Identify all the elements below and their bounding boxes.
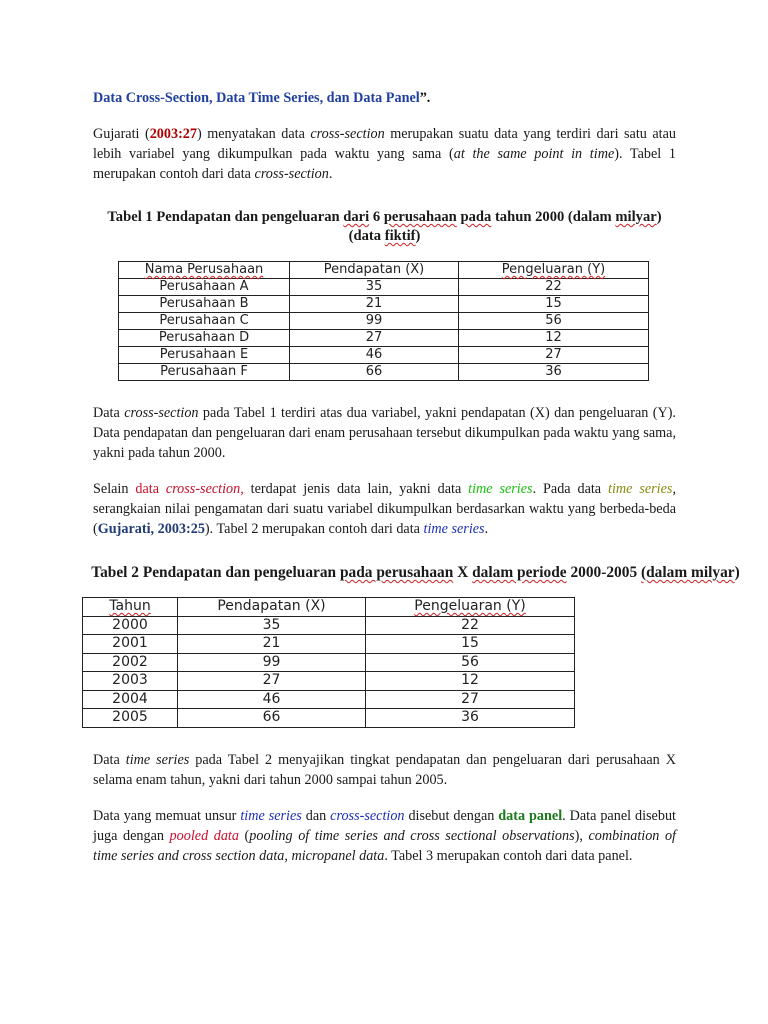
- table2-caption: Tabel 2 Pendapatan dan pengeluaran pada perusahaan X dalam periode 2000-2005 (dalam milyar): [91, 564, 740, 581]
- paragraph-4: Data time series pada Tabel 2 menyajikan tingkat pendapatan dan pengeluaran dari perusahaan X selama enam tahun, yakni dari tahun 2000 sampai tahun 2005.: [93, 751, 676, 788]
- table-row: 2005 66 36: [83, 709, 575, 728]
- citation: Gujarati, 2003:25: [97, 521, 205, 537]
- header-cell: Tahun: [83, 598, 178, 617]
- document-page: [91, 88, 740, 866]
- table-row: 2001 21 15: [83, 635, 575, 654]
- header-cell: Nama Perusahaan: [119, 262, 290, 279]
- table-row: 2003 27 12: [83, 672, 575, 691]
- header-cell: Pengeluaran (Y): [459, 262, 649, 279]
- paragraph-5: Data yang memuat unsur time series dan cross-section disebut dengan data panel. Data panel disebut juga dengan pooled data (pooling of time series and cross sectional observations), combination of time series and cross section data, micropanel data. Tabel 3 merupakan contoh dari data panel.: [93, 807, 676, 864]
- table-1: [118, 261, 649, 381]
- table-header-row: [83, 598, 575, 617]
- heading-text: Data Cross-Section, Data Time Series, dan Data Panel: [93, 90, 420, 106]
- section-heading: [93, 88, 676, 108]
- table-row: Perusahaan C 99 56: [119, 313, 649, 330]
- table-row: Perusahaan B 21 15: [119, 296, 649, 313]
- paragraph-1: Gujarati (2003:27) menyatakan data cross-section merupakan suatu data yang terdiri dari satu atau lebih variabel yang dikumpulkan pada waktu yang sama (at the same point in time). Tabel 1 merupakan contoh dari data cross-section.: [93, 126, 676, 182]
- table1-caption: Tabel 1 Pendapatan dan pengeluaran dari 6 perusahaan pada tahun 2000 (dalam milyar) (data fiktif): [107, 209, 662, 244]
- header-cell: Pengeluaran (Y): [366, 598, 575, 617]
- table-2: [82, 597, 575, 728]
- paragraph-3: Selain data cross-section, terdapat jenis data lain, yakni data time series. Pada data time series, serangkaian nilai pengamatan dari suatu variabel dikumpulkan berdasarkan waktu yang berbeda-beda (Gujarati, 2003:25). Tabel 2 merupakan contoh dari data time series.: [93, 481, 676, 537]
- table-row: Perusahaan F 66 36: [119, 364, 649, 381]
- header-cell: Pendapatan (X): [290, 262, 459, 279]
- table-row: 2002 99 56: [83, 653, 575, 672]
- table-row: Perusahaan D 27 12: [119, 330, 649, 347]
- table-row: 2000 35 22: [83, 616, 575, 635]
- heading-suffix: ”.: [419, 90, 431, 106]
- citation: 2003:27: [149, 126, 197, 142]
- table-row: 2004 46 27: [83, 690, 575, 709]
- header-cell: Pendapatan (X): [178, 598, 366, 617]
- paragraph-2: Data cross-section pada Tabel 1 terdiri atas dua variabel, yakni pendapatan (X) dan pengeluaran (Y). Data pendapatan dan pengeluaran dari enam perusahaan tersebut dikumpulkan pada waktu yang sama, yakni pada tahun 2000.: [93, 405, 676, 461]
- table-header-row: [119, 262, 649, 279]
- table-row: Perusahaan E 46 27: [119, 347, 649, 364]
- table-row: Perusahaan A 35 22: [119, 279, 649, 296]
